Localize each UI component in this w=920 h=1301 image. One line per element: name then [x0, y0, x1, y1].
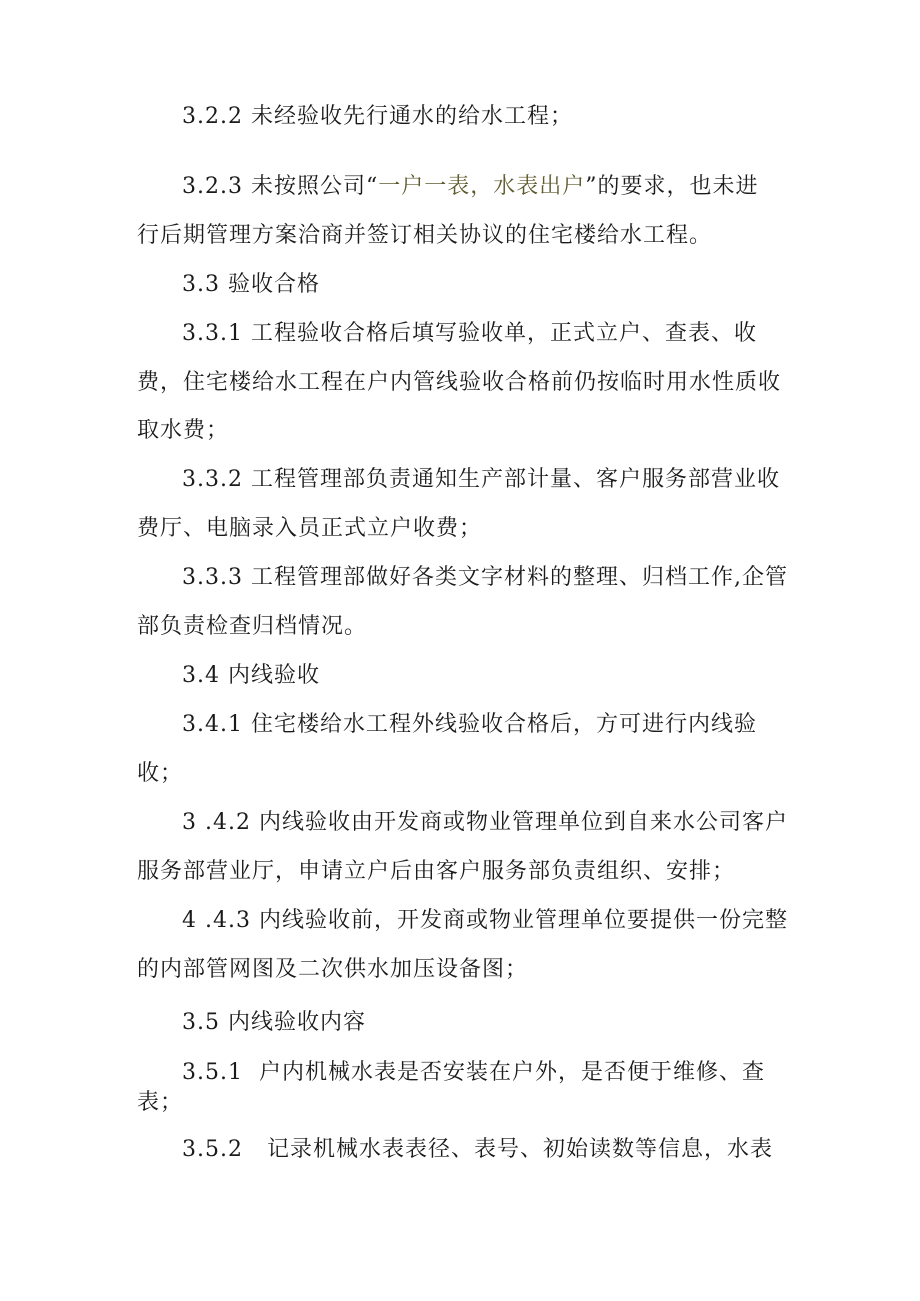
- clause-3-4-2-line-2: 服务部营业厅，申请立户后由客户服务部负责组织、安排；: [137, 859, 736, 884]
- clause-3-3-2-line-1: 3.3.2 工程管理部负责通知生产部计量、客户服务部营业收: [182, 467, 780, 492]
- clause-3-3-2-line-2: 费厅、电脑录入员正式立户收费；: [137, 516, 483, 541]
- clause-3-2-3-text-after-quote: ”的要求，也未进: [585, 174, 759, 199]
- clause-4-4-3-line-2: 的内部管网图及二次供水加压设备图；: [137, 957, 529, 982]
- clause-3-2-3-line-2: 行后期管理方案洽商并签订相关协议的住宅楼给水工程。: [137, 223, 713, 248]
- clause-4-4-3-line-1: 4 .4.3 内线验收前，开发商或物业管理单位要提供一份完整: [182, 908, 788, 933]
- clause-3-2-3-line-1: [182, 174, 758, 200]
- section-3-3-heading: 3.3 验收合格: [182, 272, 320, 297]
- clause-3-5-1-line-2: 表；: [137, 1090, 184, 1115]
- clause-3-3-3-line-2: 部负责检查归档情况。: [137, 614, 368, 639]
- clause-3-5-2-line-1: 3.5.2 记录机械水表表径、表号、初始读数等信息，水表: [182, 1137, 773, 1162]
- clause-3-4-1-line-1: 3.4.1 住宅楼给水工程外线验收合格后，方可进行内线验: [182, 712, 757, 737]
- section-3-4-heading: 3.4 内线验收: [182, 663, 320, 688]
- quoted-requirement: 一户一表，水表出户: [378, 174, 586, 199]
- clause-3-4-2-line-1: 3 .4.2 内线验收由开发商或物业管理单位到自来水公司客户: [182, 810, 788, 835]
- clause-3-5-1-line-1: 3.5.1 户内机械水表是否安装在户外，是否便于维修、查: [182, 1060, 765, 1085]
- clause-3-3-1-line-3: 取水费；: [137, 418, 230, 443]
- clause-3-3-1-line-2: 费，住宅楼给水工程在户内管线验收合格前仍按临时用水性质收: [137, 370, 782, 395]
- section-3-5-heading: 3.5 内线验收内容: [182, 1010, 366, 1035]
- clause-3-3-3-line-1: 3.3.3 工程管理部做好各类文字材料的整理、归档工作,企管: [182, 565, 788, 590]
- clause-3-2-2-line-1: 3.2.2 未经验收先行通水的给水工程；: [182, 104, 573, 129]
- clause-3-4-1-line-2: 收；: [137, 761, 184, 786]
- clause-3-2-3-text-before-quote: 3.2.3 未按照公司“: [182, 174, 379, 199]
- clause-3-3-1-line-1: 3.3.1 工程验收合格后填写验收单，正式立户、查表、收: [182, 321, 757, 346]
